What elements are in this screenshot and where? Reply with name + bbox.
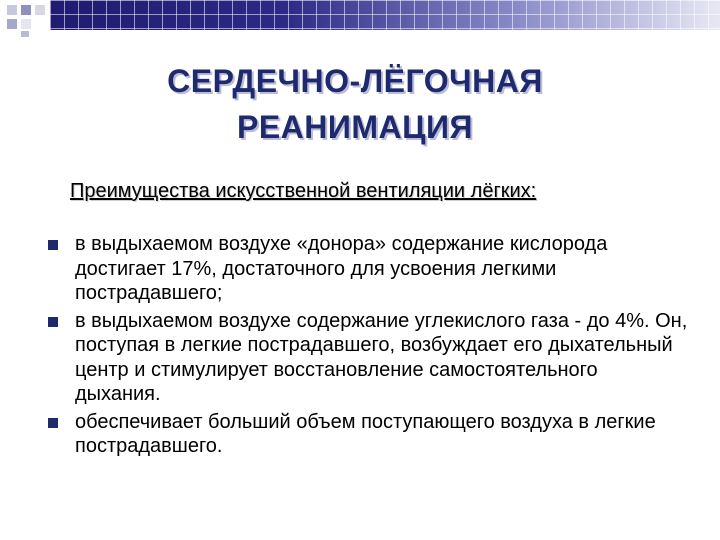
decor-square: [20, 4, 32, 16]
square-bullet-icon: [48, 418, 58, 428]
square-bullet-icon: [48, 317, 58, 327]
header-bar-grid: [50, 0, 720, 30]
list-item: [48, 410, 688, 459]
decor-square: [6, 18, 18, 30]
title-line-2: РЕАНИМАЦИЯ: [236, 109, 474, 145]
list-item-text: обеспечивает больший объем поступающего воздуха в легкие пострадавшего.: [75, 410, 656, 457]
list-item: [48, 232, 688, 306]
decor-square: [20, 30, 30, 38]
slide-title: [60, 58, 650, 150]
title-line-1: СЕРДЕЧНО-ЛЁГОЧНАЯ: [167, 63, 543, 99]
decor-square: [20, 18, 32, 30]
decor-square: [6, 4, 18, 16]
square-bullet-icon: [48, 240, 58, 250]
decor-square: [34, 4, 46, 16]
list-item-text: в выдыхаемом воздухе «донора» содержание кислорода достигает 17%, достаточного для усвоения легкими пострадавшего;: [75, 233, 608, 304]
header-bar: [50, 0, 720, 30]
slide-subtitle: Преимущества искусственной вентиляции лёгких:: [70, 180, 537, 202]
list-item-text: в выдыхаемом воздухе содержание углекислого газа - до 4%. Он, поступая в легкие пострадавшего, возбуждает его дыхательный центр и стимулирует восстановление самостоятельного дыхания.: [75, 309, 688, 405]
bullet-list: [48, 232, 688, 462]
list-item: [48, 309, 688, 407]
